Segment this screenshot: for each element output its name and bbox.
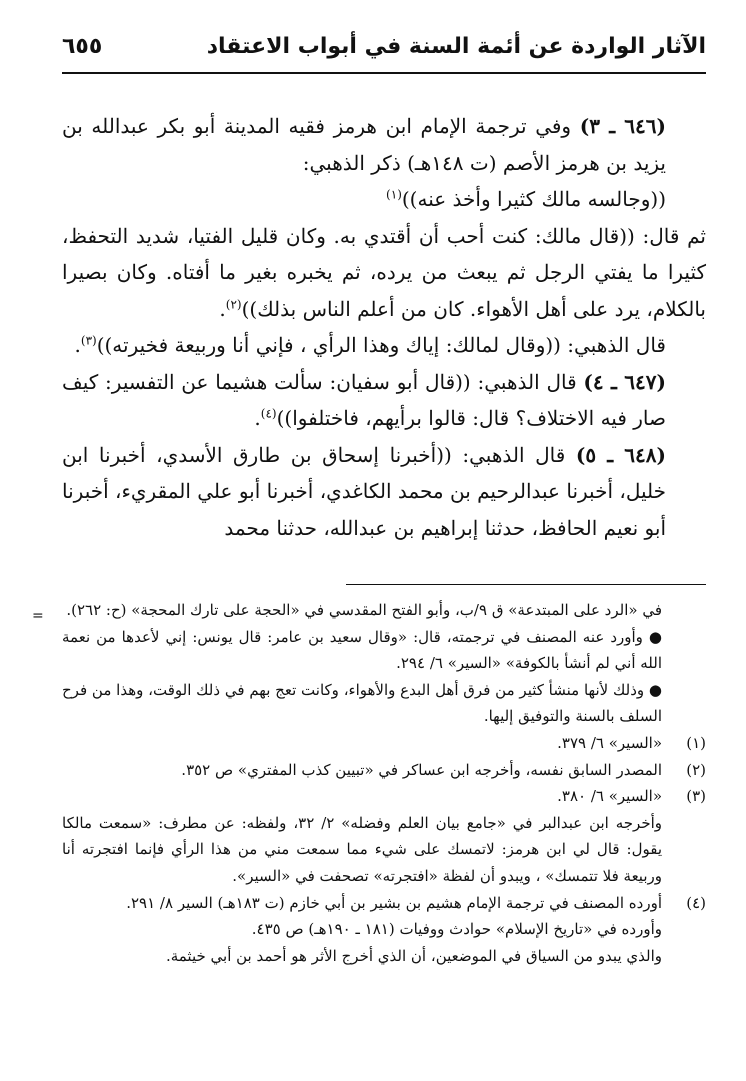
athar-number: (٦٤٦ ـ ٣) [579, 114, 666, 138]
footnote-number: (١) [686, 733, 706, 752]
footnote-number: (٢) [686, 760, 706, 779]
footnote-number: (٤) [686, 893, 706, 912]
footnote-continuation: ● وأورد عنه المصنف في ترجمته، قال: «وقال سعيد بن عامر: قال يونس: إني لأعدها من نعمة الله أني لم أنشأ بالكوفة» «السير» ٦/ ٢٩٤. [62, 627, 662, 673]
footnote-ref[interactable]: (٤) [260, 406, 277, 421]
paragraph-end: . [254, 406, 261, 430]
paragraph-end: . [219, 296, 226, 321]
paragraph-text: ثم قال: ((قال مالك: كنت أحب أن أقتدي به. وكان قليل الفتيا، شديد التحفظ، كثيرا ما يفتي الرجل ثم يبعث من يرده، ثم يخبره بغير ما أفتاه. وكان بصيرا بالكلام، يرد على أهل الأهواء. كان من أعلم الناس بذلك)) [62, 223, 706, 321]
footnote-number: (٣) [686, 787, 706, 806]
footnote-continuation: ● وذلك لأنها منشأ كثير من فرق أهل البدع والأهواء، وكانت تعج بهم في ذلك الوقت، وهذا من فرح السلف بالسنة والتوفيق إليها. [62, 680, 662, 726]
footnote-text: «السير» ٦/ ٣٨٠. [557, 787, 662, 806]
footnote-4 [62, 890, 706, 970]
continuation-marker: = [32, 608, 44, 624]
paragraph-text: وفي ترجمة الإمام ابن هرمز فقيه المدينة أبو بكر عبدالله بن يزيد بن هرمز الأصم (ت ١٤٨هـ) ذكر الذهبي: [62, 114, 666, 175]
paragraph-646 [62, 108, 706, 181]
paragraph-text: قال الذهبي: ((قال أبو سفيان: سألت هشيما عن التفسير: كيف صار فيه الاختلاف؟ قال: قالوا برأيهم، فاختلفوا)) [62, 369, 666, 430]
athar-number: (٦٤٧ ـ ٤) [583, 369, 666, 394]
footnote-ref[interactable]: (٢) [225, 296, 242, 311]
athar-number: (٦٤٨ ـ ٥) [575, 442, 666, 467]
running-header [62, 30, 706, 74]
footnote-text: والذي يبدو من السياق في الموضعين، أن الذي أخرج الأثر هو أحمد بن أبي خيثمة. [165, 946, 662, 965]
footnote-3 [62, 783, 706, 889]
running-title: الآثار الواردة عن أئمة السنة في أبواب الاعتقاد [206, 34, 706, 59]
footnotes [32, 597, 706, 969]
footnote-text: أورده المصنف في ترجمة الإمام هشيم بن بشير بن أبي خازم (ت ١٨٣هـ) السير ٨/ ٢٩١. [126, 893, 662, 912]
quote-paragraph [62, 218, 706, 328]
footnote-ref[interactable]: (٣) [80, 333, 97, 348]
footnote-text: «السير» ٦/ ٣٧٩. [557, 733, 662, 752]
footnote-divider [346, 584, 706, 585]
quote-paragraph [62, 181, 706, 218]
quote-paragraph [62, 327, 706, 364]
footnote-2 [62, 757, 706, 784]
paragraph-text: قال الذهبي: ((أخبرنا إسحاق بن طارق الأسدي، أخبرنا ابن خليل، أخبرنا عبدالرحيم بن محمد الكاغدي، أخبرنا أبو علي المقريء، أخبرنا أبو نعيم الحافظ، حدثنا إبراهيم بن عبدالله، حدثنا محمد [62, 442, 666, 540]
footnote-1 [62, 730, 706, 757]
footnote-text: وأخرجه ابن عبدالبر في «جامع بيان العلم وفضله» ٢/ ٣٢، ولفظه: عن مطرف: «سمعت مالكا يقول: قال لي ابن هرمز: لاتمسك على شيء مما سمعت مني من هذا الرأي فإنما افتجرته أنا وربيعة فلا تتمسك» ، ويبدو أن لفظة «افتجرته» تصحفت في «السير». [62, 813, 663, 885]
page-number: ٦٥٥ [62, 34, 103, 59]
footnote-ref[interactable]: (١) [386, 187, 402, 202]
footnote-continuation: في «الرد على المبتدعة» ق ٩/ب، وأبو الفتح المقدسي في «الحجة على تارك المحجة» (ح: ٢٦٢). [66, 601, 662, 619]
paragraph-text: ((وجالسه مالك كثيرا وأخذ عنه)) [401, 187, 666, 211]
paragraph-647 [62, 364, 706, 437]
paragraph-text: قال الذهبي: ((وقال لمالك: إياك وهذا الرأي ، فإني أنا وربيعة فخيرته)) [96, 333, 666, 357]
footnote-text: وأورده في «تاريخ الإسلام» حوادث ووفيات (١٨١ ـ ١٩٠هـ) ص ٤٣٥. [251, 920, 662, 939]
footnote-text: المصدر السابق نفسه، وأخرجه ابن عساكر في «تبيين كذب المفتري» ص ٣٥٢. [181, 760, 662, 779]
main-text [62, 108, 706, 546]
paragraph-end: . [74, 333, 81, 357]
paragraph-648 [62, 437, 706, 547]
